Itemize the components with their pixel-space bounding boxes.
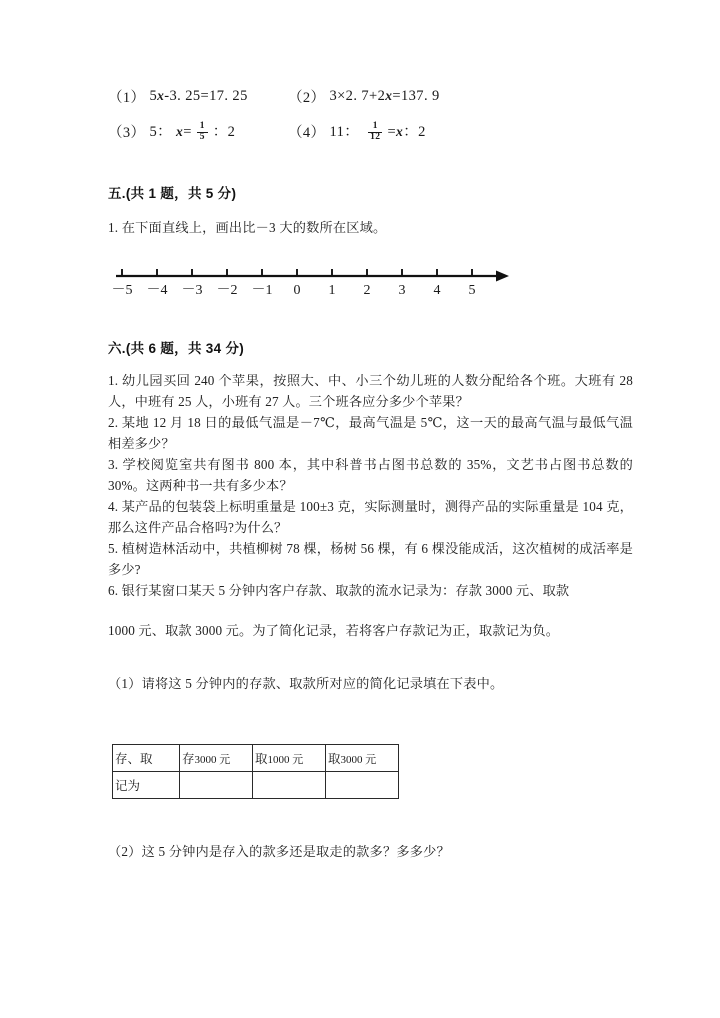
question-item: 1. 幼儿园买回 240 个苹果，按照大、中、小三个幼儿班的人数分配给各个班。大班有 28 人，中班有 25 人，小班有 27 人。三个班各应分多少个苹果？ [108,373,633,409]
table-row [113,772,399,799]
table-row [113,745,399,772]
section6-question-list [108,370,633,641]
table-cell-answer-blank[interactable] [253,772,326,799]
variable-x: x [176,124,184,140]
number-line-figure [112,262,512,308]
question-item: 5. 植树造林活动中，共植柳树 78 棵，杨树 56 棵，有 6 棵没能成活，这次植树的成活率是多少? [108,541,633,577]
question-item: 2. 某地 12 月 18 日的最低气温是－7℃，最高气温是 5℃，这一天的最高气温与最低气温相差多少？ [108,415,633,451]
question-item: 4. 某产品的包装袋上标明重量是 100±3 克，实际测量时，测得产品的实际重量是 104 克，那么这件产品合格吗?为什么？ [108,499,633,535]
question-item: 3. 学校阅览室共有图书 800 本，其中科普书占图书总数的 35%，文艺书占图书总数的 30%。这两种书一共有多少本？ [108,457,633,493]
number-line-svg [112,262,512,308]
fraction-one-twelfth [368,122,382,143]
tick-label-group [112,283,476,298]
variable-x: x [157,87,165,103]
tick-label: 4 [433,283,441,298]
question-item: 6. 银行某窗口某天 5 分钟内客户存款、取款的流水记录为：存款 3000 元、取款 [108,583,570,598]
tick-label: －5 [112,283,133,298]
table-cell [180,745,253,772]
cell-amount: 3000 元 [340,754,377,766]
equation-block [108,78,633,150]
equation-item-4 [288,120,588,143]
axis-arrow-icon [496,271,509,282]
table-cell-header-label [113,745,180,772]
section5-question-1: 1. 在下面直线上，画出比－3 大的数所在区域。 [108,220,387,235]
tick-label: －1 [251,283,273,298]
tick-label: －3 [181,283,203,298]
fraction-numerator: 1 [372,120,378,131]
section-heading-five: 五.(共 1 题，共 5 分) [108,186,237,201]
equation-body: 5： x= $\frac{1}{5}$ ：2 [149,120,236,142]
equation-item-1 [108,86,288,107]
cell-text: 存、取 [115,752,153,766]
table-cell [253,745,326,772]
table-cell-answer-blank[interactable] [326,772,399,799]
tick-label: －2 [216,283,238,298]
table-cell-row-label [113,772,180,799]
tick-label: 1 [328,283,336,298]
tick-label: 2 [363,283,371,298]
record-table [112,744,399,799]
equation-row [108,78,633,114]
equation-number: （3） [108,125,146,142]
fraction-denominator: 12 [370,131,381,142]
cell-text: 记为 [115,779,141,793]
tick-label: 3 [398,283,406,298]
cell-amount: 3000 元 [194,754,231,766]
cell-text: 取 [255,752,268,766]
tick-label: －4 [146,283,168,298]
question6-sub2: （2）这 5 分钟内是存入的款多还是取走的款多？多多少？ [108,844,450,859]
variable-x: x [396,124,404,140]
cell-text: 取 [328,752,341,766]
fraction-one-fifth [197,122,208,143]
variable-x: x [385,87,393,103]
equation-item-3 [108,120,288,143]
tick-label: 0 [293,283,301,298]
equation-body: 3×2. 7+2x=137. 9 [329,87,440,104]
equation-number: （4） [288,125,326,142]
table-cell [326,745,399,772]
question-item-continuation: 1000 元、取款 3000 元。为了简化记录，若将客户存款记为正，取款记为负。 [108,623,560,638]
equation-item-2 [288,86,588,107]
section-heading-six: 六.(共 6 题，共 34 分) [108,341,245,356]
fraction-numerator: 1 [199,120,205,131]
equation-body: 11： $\frac{1}{12}$ =x：2 [329,120,426,142]
fraction-denominator: 5 [199,131,205,142]
equation-body: 5x-3. 25=17. 25 [149,87,248,104]
equation-number: （1） [108,89,146,106]
question6-sub1: （1）请将这 5 分钟内的存款、取款所对应的简化记录填在下表中。 [108,676,504,691]
tick-label: 5 [468,283,476,298]
equation-number: （2） [288,89,326,106]
table-cell-answer-blank[interactable] [180,772,253,799]
cell-amount: 1000 元 [267,754,304,766]
equation-row [108,114,633,150]
cell-text: 存 [182,752,195,766]
